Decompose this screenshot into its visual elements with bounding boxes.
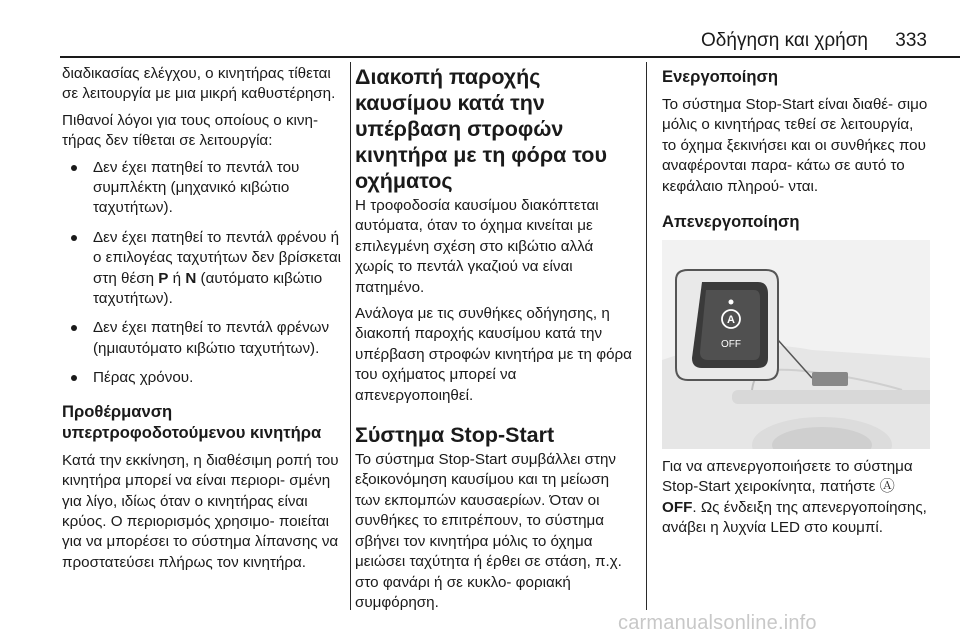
column-divider-right <box>646 62 647 610</box>
bullet-icon <box>71 235 77 241</box>
list-item-text: Δεν έχει πατηθεί το πεντάλ του συμπλέκτη (μηχανικό κιβώτιο ταχυτήτων). <box>93 158 300 217</box>
section-heading-stop-start: Σύστημα Stop-Start <box>355 423 555 448</box>
page-header <box>60 0 960 60</box>
watermark: carmanualsonline.info <box>618 612 817 634</box>
bullet-icon <box>71 375 77 381</box>
deactivation-text: Για να απενεργοποιήσετε το σύστημα Stop-Start χειροκίνητα, πατήστε <box>662 458 913 496</box>
section-heading-deactivation: Απενεργοποίηση <box>662 212 800 232</box>
list-item-text: Πέρας χρόνου. <box>93 369 194 387</box>
list-item-text: ή <box>168 269 186 287</box>
column-divider-left <box>350 62 351 610</box>
bullet-icon <box>71 325 77 331</box>
stop-start-paragraph: Το σύστημα Stop-Start συμβάλλει στην εξοικονόμηση καυσίμου και τη μείωση των εκπομπών καυσαερίων. Όταν οι συνθήκες το επιτρέπουν, το σύστημα σβήνει τον κινητήρα μόλις το όχημα μειώσει ταχύτητα ή έρθει σε στάση, π.χ. στο φανάρι ή σε κυκλο- φοριακή συμφόρηση. <box>355 451 622 611</box>
list-item <box>62 228 345 310</box>
list-item-text: (αυτόματο κιβώτιο ταχυτήτων). <box>93 269 323 308</box>
list-item <box>62 318 345 359</box>
fuel-cutoff-paragraph-2: Ανάλογα με τις συνθήκες οδήγησης, η διακοπή παροχής καυσίμου κατά την υπέρβαση στροφών κινητήρα με τη φόρα του οχήματος μπορεί να απενεργοποιηθεί. <box>355 305 632 404</box>
section-heading-fuel-cutoff: Διακοπή παροχής καυσίμου κατά την υπέρβαση στροφών κινητήρα με τη φόρα του οχήματος <box>355 65 607 193</box>
gear-position-n: N <box>185 269 197 287</box>
off-label: OFF <box>662 498 693 516</box>
section-heading-preheating: Προθέρμανση υπερτροφοδοτούμενου κινητήρα <box>62 401 322 442</box>
deactivation-text-end: . Ως ένδειξη της απενεργοποίησης, ανάβει η λυχνία LED στο κουμπί. <box>662 498 927 537</box>
gear-position-p: P <box>158 269 169 287</box>
deactivation-paragraph <box>662 457 930 539</box>
list-item-text: Δεν έχει πατηθεί το πεντάλ φρένου ή ο επιλογέας ταχυτήτων δεν βρίσκεται στη θέση <box>93 228 341 287</box>
stop-start-symbol-icon: Ⓐ <box>879 478 895 496</box>
page-number: 333 <box>895 30 927 51</box>
preheating-paragraph: Κατά την εκκίνηση, η διαθέσιμη ροπή του κινητήρα μπορεί να είναι περιορι- σμένη για λίγο, ιδίως όταν ο κινητήρας είναι κρύος. Ο περιορισμός χρησιμο- ποιείται για να μπορέσει το σύστημα λίπανσης να προστατεύσει πλήρως τον κινητήρα. <box>62 451 339 571</box>
column-right <box>662 64 930 545</box>
list-item-text: Δεν έχει πατηθεί το πεντάλ φρένων (ημιαυτόματο κιβώτιο ταχυτήτων). <box>93 319 330 357</box>
header-rule <box>60 56 960 58</box>
figure-off-label: OFF <box>721 339 741 351</box>
svg-text:A: A <box>727 314 735 327</box>
reasons-intro: Πιθανοί λόγοι για τους οποίους ο κινη- τήρας δεν τίθεται σε λειτουργία: <box>62 111 319 150</box>
column-middle <box>355 64 636 619</box>
stop-start-button-figure <box>662 240 930 449</box>
activation-paragraph: Το σύστημα Stop-Start είναι διαθέ- σιμο μόλις ο κινητήρας τεθεί σε λειτουργία, το όχημα ξεκινήσει και οι συνθήκες που αναφέρονται παρα- κάτω σε αυτό το κεφάλαιο πληρού- νται. <box>662 96 928 195</box>
reasons-list <box>62 158 345 389</box>
fuel-cutoff-paragraph: Η τροφοδοσία καυσίμου διακόπτεται αυτόματα, όταν το όχημα κινείται με επιλεγμένη σχέση στο κιβώτιο αλλά χωρίς το πεντάλ γκαζιού να είναι πατημένο. <box>355 197 599 296</box>
column-left <box>62 64 345 579</box>
list-item <box>62 158 345 219</box>
list-item <box>62 368 345 388</box>
intro-paragraph: διαδικασίας ελέγχου, ο κινητήρας τίθεται σε λειτουργία με μια μικρή καθυστέρηση. <box>62 65 336 103</box>
header-title: Οδήγηση και χρήση <box>701 30 868 51</box>
bullet-icon <box>71 165 77 171</box>
section-heading-activation: Ενεργοποίηση <box>662 67 778 86</box>
